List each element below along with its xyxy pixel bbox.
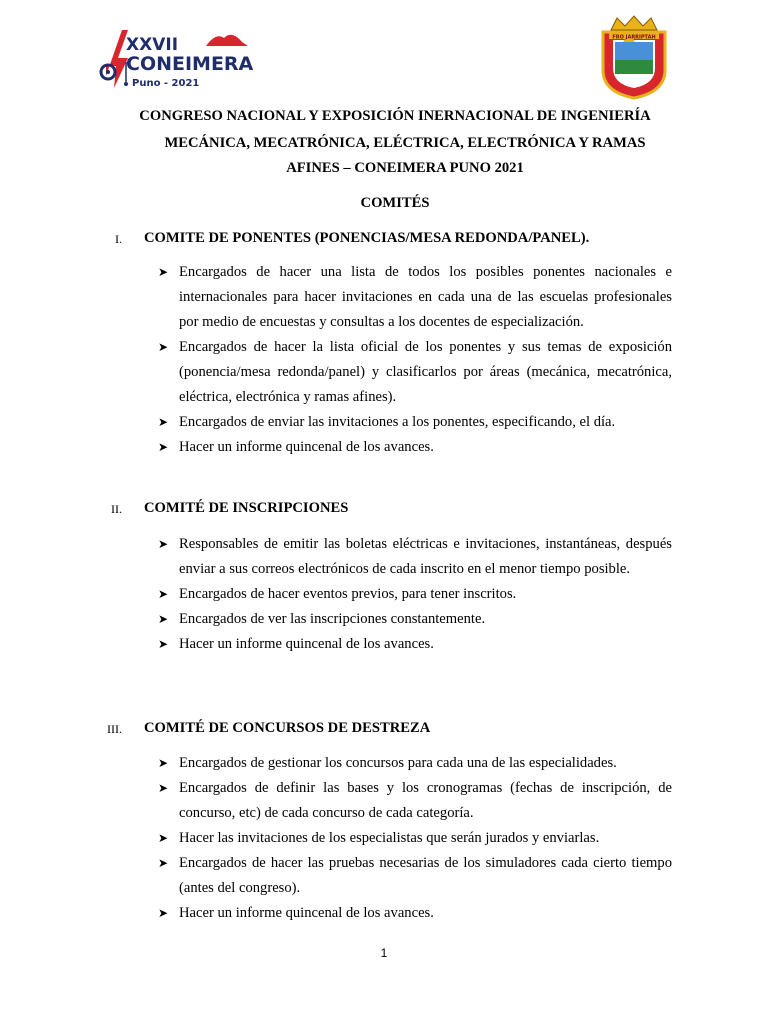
arrow-bullet-icon: ➤ (158, 906, 169, 920)
section-title: COMITÉ DE CONCURSOS DE DESTREZA (144, 720, 431, 736)
document-subtitle: COMITÉS (360, 195, 430, 211)
section-3-heading (0, 717, 768, 739)
list-item: ➤ Hacer un informe quincenal de los avances. (158, 632, 672, 657)
list-item: ➤ Hacer las invitaciones de los especialistas que serán jurados y enviarlas. (158, 826, 672, 851)
section-title: COMITE DE PONENTES (PONENCIAS/MESA REDONDA/PANEL). (144, 230, 590, 246)
list-item: ➤ Encargados de ver las inscripciones constantemente. (158, 607, 672, 632)
list-item: ➤ Hacer un informe quincenal de los avances. (158, 435, 672, 460)
arrow-bullet-icon: ➤ (158, 637, 169, 651)
list-item: ➤ Encargados de gestionar los concursos para cada una de las especialidades. (158, 751, 672, 776)
arrow-bullet-icon: ➤ (158, 612, 169, 626)
document-title-line-3: AFINES – CONEIMERA PUNO 2021 (286, 160, 524, 176)
university-seal-icon (595, 14, 673, 100)
section-number: III. (107, 722, 122, 736)
arrow-bullet-icon: ➤ (158, 440, 169, 454)
arrow-bullet-icon: ➤ (158, 831, 169, 845)
arrow-bullet-icon: ➤ (158, 537, 169, 551)
arrow-bullet-icon: ➤ (158, 340, 169, 354)
arrow-bullet-icon: ➤ (158, 781, 169, 795)
list-item: ➤ Hacer un informe quincenal de los avances. (158, 901, 672, 926)
arrow-bullet-icon: ➤ (158, 756, 169, 770)
arrow-bullet-icon: ➤ (158, 265, 169, 279)
section-2-list (158, 532, 672, 657)
section-2-heading (0, 497, 768, 519)
list-item: ➤ Encargados de hacer una lista de todos los posibles ponentes nacionales e internacionales para hacer invitaciones en cada una de las escuelas profesionales por medio de encuestas y consultas a los docentes de especialización. (158, 260, 672, 335)
section-number: I. (115, 232, 122, 246)
document-title-line-1: CONGRESO NACIONAL Y EXPOSICIÓN INERNACIONAL DE INGENIERÍA (139, 108, 651, 124)
list-item: ➤ Encargados de hacer las pruebas necesarias de los simuladores cada cierto tiempo (antes del congreso). (158, 851, 672, 901)
svg-text:Puno - 2021: Puno - 2021 (132, 78, 200, 89)
arrow-bullet-icon: ➤ (158, 587, 169, 601)
arrow-bullet-icon: ➤ (158, 415, 169, 429)
section-1-heading (0, 227, 768, 249)
section-number: II. (111, 502, 122, 516)
section-1-list (158, 260, 672, 460)
section-3-list (158, 751, 672, 926)
list-item: ➤ Responsables de emitir las boletas eléctricas e invitaciones, instantáneas, después enviar a sus correos electrónicos de cada inscrito en el menor tiempo posible. (158, 532, 672, 582)
svg-text:FRO JARRIPTAH: FRO JARRIPTAH (612, 34, 656, 41)
list-item: ➤ Encargados de enviar las invitaciones a los ponentes, especificando, el día. (158, 410, 672, 435)
section-title: COMITÉ DE INSCRIPCIONES (144, 500, 349, 516)
page-number: 1 (380, 946, 388, 960)
coneimera-logo (98, 22, 258, 92)
list-item: ➤ Encargados de hacer la lista oficial de los ponentes y sus temas de exposición (ponencia/mesa redonda/panel) y clasificarlos por áreas (mecánica, mecatrónica, eléctrica, electrónica y ramas afines). (158, 335, 672, 410)
coneimera-emblem-icon (98, 22, 258, 92)
document-title-line-2: MECÁNICA, MECATRÓNICA, ELÉCTRICA, ELECTRÓNICA Y RAMAS (164, 135, 646, 151)
university-seal-logo (595, 14, 673, 100)
list-item: ➤ Encargados de hacer eventos previos, para tener inscritos. (158, 582, 672, 607)
arrow-bullet-icon: ➤ (158, 856, 169, 870)
svg-text:CONEIMERA: CONEIMERA (126, 53, 254, 75)
list-item: ➤ Encargados de definir las bases y los cronogramas (fechas de inscripción, de concurso, etc) de cada concurso de cada categoría. (158, 776, 672, 826)
svg-text:XXVII: XXVII (126, 35, 179, 55)
